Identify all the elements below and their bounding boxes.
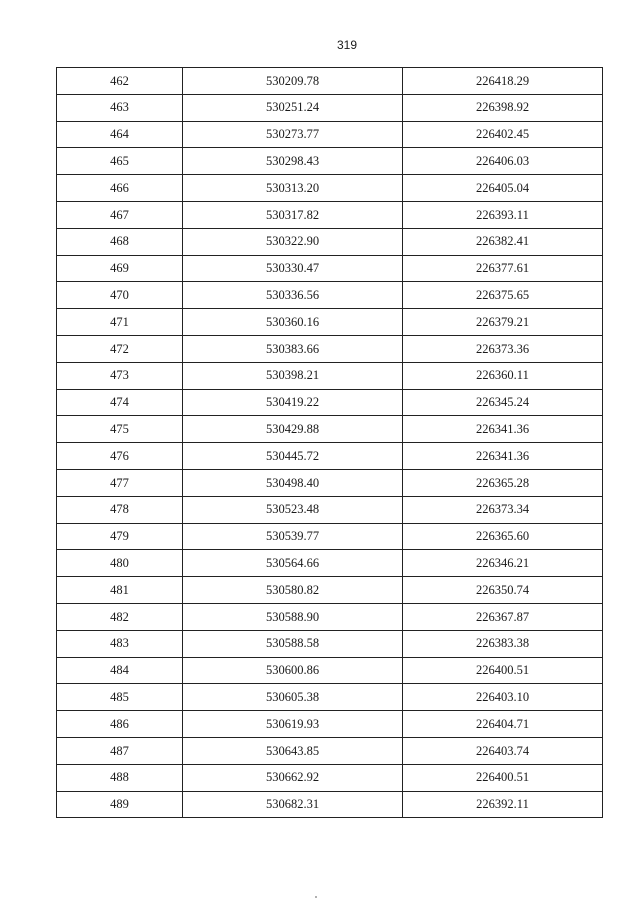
y-coordinate-cell: 226393.11 — [403, 201, 603, 228]
table-row — [57, 362, 603, 389]
x-coordinate-cell: 530605.38 — [183, 684, 403, 711]
table-row — [57, 121, 603, 148]
x-coordinate-cell: 530682.31 — [183, 791, 403, 818]
table-row — [57, 443, 603, 470]
x-coordinate-cell: 530330.47 — [183, 255, 403, 282]
point-number-cell: 483 — [57, 630, 183, 657]
page-number: 319 — [336, 38, 358, 52]
y-coordinate-cell: 226365.60 — [403, 523, 603, 550]
y-coordinate-cell: 226341.36 — [403, 416, 603, 443]
x-coordinate-cell: 530313.20 — [183, 175, 403, 202]
point-number-cell: 476 — [57, 443, 183, 470]
y-coordinate-cell: 226377.61 — [403, 255, 603, 282]
table-row — [57, 175, 603, 202]
y-coordinate-cell: 226400.51 — [403, 657, 603, 684]
table-row — [57, 148, 603, 175]
point-number-cell: 478 — [57, 496, 183, 523]
scan-speck — [315, 896, 317, 898]
y-coordinate-cell: 226418.29 — [403, 68, 603, 95]
y-coordinate-cell: 226405.04 — [403, 175, 603, 202]
x-coordinate-cell: 530600.86 — [183, 657, 403, 684]
x-coordinate-cell: 530383.66 — [183, 335, 403, 362]
table-row — [57, 469, 603, 496]
table-row — [57, 282, 603, 309]
y-coordinate-cell: 226373.36 — [403, 335, 603, 362]
y-coordinate-cell: 226392.11 — [403, 791, 603, 818]
x-coordinate-cell: 530317.82 — [183, 201, 403, 228]
table-row — [57, 309, 603, 336]
y-coordinate-cell: 226367.87 — [403, 603, 603, 630]
table-row — [57, 791, 603, 818]
point-number-cell: 489 — [57, 791, 183, 818]
table-body — [57, 68, 603, 818]
y-coordinate-cell: 226403.74 — [403, 737, 603, 764]
point-number-cell: 472 — [57, 335, 183, 362]
point-number-cell: 486 — [57, 711, 183, 738]
x-coordinate-cell: 530523.48 — [183, 496, 403, 523]
table-row — [57, 496, 603, 523]
x-coordinate-cell: 530539.77 — [183, 523, 403, 550]
point-number-cell: 475 — [57, 416, 183, 443]
point-number-cell: 470 — [57, 282, 183, 309]
x-coordinate-cell: 530360.16 — [183, 309, 403, 336]
x-coordinate-cell: 530619.93 — [183, 711, 403, 738]
table-row — [57, 255, 603, 282]
point-number-cell: 467 — [57, 201, 183, 228]
point-number-cell: 465 — [57, 148, 183, 175]
table-row — [57, 657, 603, 684]
x-coordinate-cell: 530580.82 — [183, 577, 403, 604]
y-coordinate-cell: 226373.34 — [403, 496, 603, 523]
x-coordinate-cell: 530419.22 — [183, 389, 403, 416]
point-number-cell: 479 — [57, 523, 183, 550]
point-number-cell: 469 — [57, 255, 183, 282]
y-coordinate-cell: 226365.28 — [403, 469, 603, 496]
table-row — [57, 550, 603, 577]
x-coordinate-cell: 530588.58 — [183, 630, 403, 657]
y-coordinate-cell: 226379.21 — [403, 309, 603, 336]
table-row — [57, 764, 603, 791]
table-row — [57, 523, 603, 550]
y-coordinate-cell: 226383.38 — [403, 630, 603, 657]
point-number-cell: 487 — [57, 737, 183, 764]
y-coordinate-cell: 226398.92 — [403, 94, 603, 121]
x-coordinate-cell: 530322.90 — [183, 228, 403, 255]
x-coordinate-cell: 530662.92 — [183, 764, 403, 791]
table-row — [57, 711, 603, 738]
point-number-cell: 474 — [57, 389, 183, 416]
x-coordinate-cell: 530643.85 — [183, 737, 403, 764]
point-number-cell: 466 — [57, 175, 183, 202]
x-coordinate-cell: 530564.66 — [183, 550, 403, 577]
x-coordinate-cell: 530251.24 — [183, 94, 403, 121]
x-coordinate-cell: 530429.88 — [183, 416, 403, 443]
y-coordinate-cell: 226382.41 — [403, 228, 603, 255]
x-coordinate-cell: 530445.72 — [183, 443, 403, 470]
point-number-cell: 485 — [57, 684, 183, 711]
table-row — [57, 389, 603, 416]
point-number-cell: 463 — [57, 94, 183, 121]
y-coordinate-cell: 226402.45 — [403, 121, 603, 148]
table-row — [57, 201, 603, 228]
table-row — [57, 335, 603, 362]
point-number-cell: 480 — [57, 550, 183, 577]
table-row — [57, 68, 603, 95]
point-number-cell: 471 — [57, 309, 183, 336]
y-coordinate-cell: 226406.03 — [403, 148, 603, 175]
point-number-cell: 488 — [57, 764, 183, 791]
y-coordinate-cell: 226350.74 — [403, 577, 603, 604]
point-number-cell: 473 — [57, 362, 183, 389]
x-coordinate-cell: 530298.43 — [183, 148, 403, 175]
table-row — [57, 94, 603, 121]
point-number-cell: 468 — [57, 228, 183, 255]
table-row — [57, 603, 603, 630]
x-coordinate-cell: 530588.90 — [183, 603, 403, 630]
point-number-cell: 481 — [57, 577, 183, 604]
y-coordinate-cell: 226345.24 — [403, 389, 603, 416]
table-row — [57, 577, 603, 604]
table-row — [57, 630, 603, 657]
table-row — [57, 737, 603, 764]
table-row — [57, 416, 603, 443]
x-coordinate-cell: 530398.21 — [183, 362, 403, 389]
x-coordinate-cell: 530209.78 — [183, 68, 403, 95]
x-coordinate-cell: 530336.56 — [183, 282, 403, 309]
point-number-cell: 484 — [57, 657, 183, 684]
y-coordinate-cell: 226360.11 — [403, 362, 603, 389]
y-coordinate-cell: 226403.10 — [403, 684, 603, 711]
point-number-cell: 464 — [57, 121, 183, 148]
y-coordinate-cell: 226404.71 — [403, 711, 603, 738]
point-number-cell: 482 — [57, 603, 183, 630]
y-coordinate-cell: 226375.65 — [403, 282, 603, 309]
x-coordinate-cell: 530273.77 — [183, 121, 403, 148]
point-number-cell: 477 — [57, 469, 183, 496]
table-row — [57, 228, 603, 255]
table-row — [57, 684, 603, 711]
y-coordinate-cell: 226346.21 — [403, 550, 603, 577]
y-coordinate-cell: 226400.51 — [403, 764, 603, 791]
coordinates-table — [56, 67, 603, 818]
point-number-cell: 462 — [57, 68, 183, 95]
y-coordinate-cell: 226341.36 — [403, 443, 603, 470]
x-coordinate-cell: 530498.40 — [183, 469, 403, 496]
